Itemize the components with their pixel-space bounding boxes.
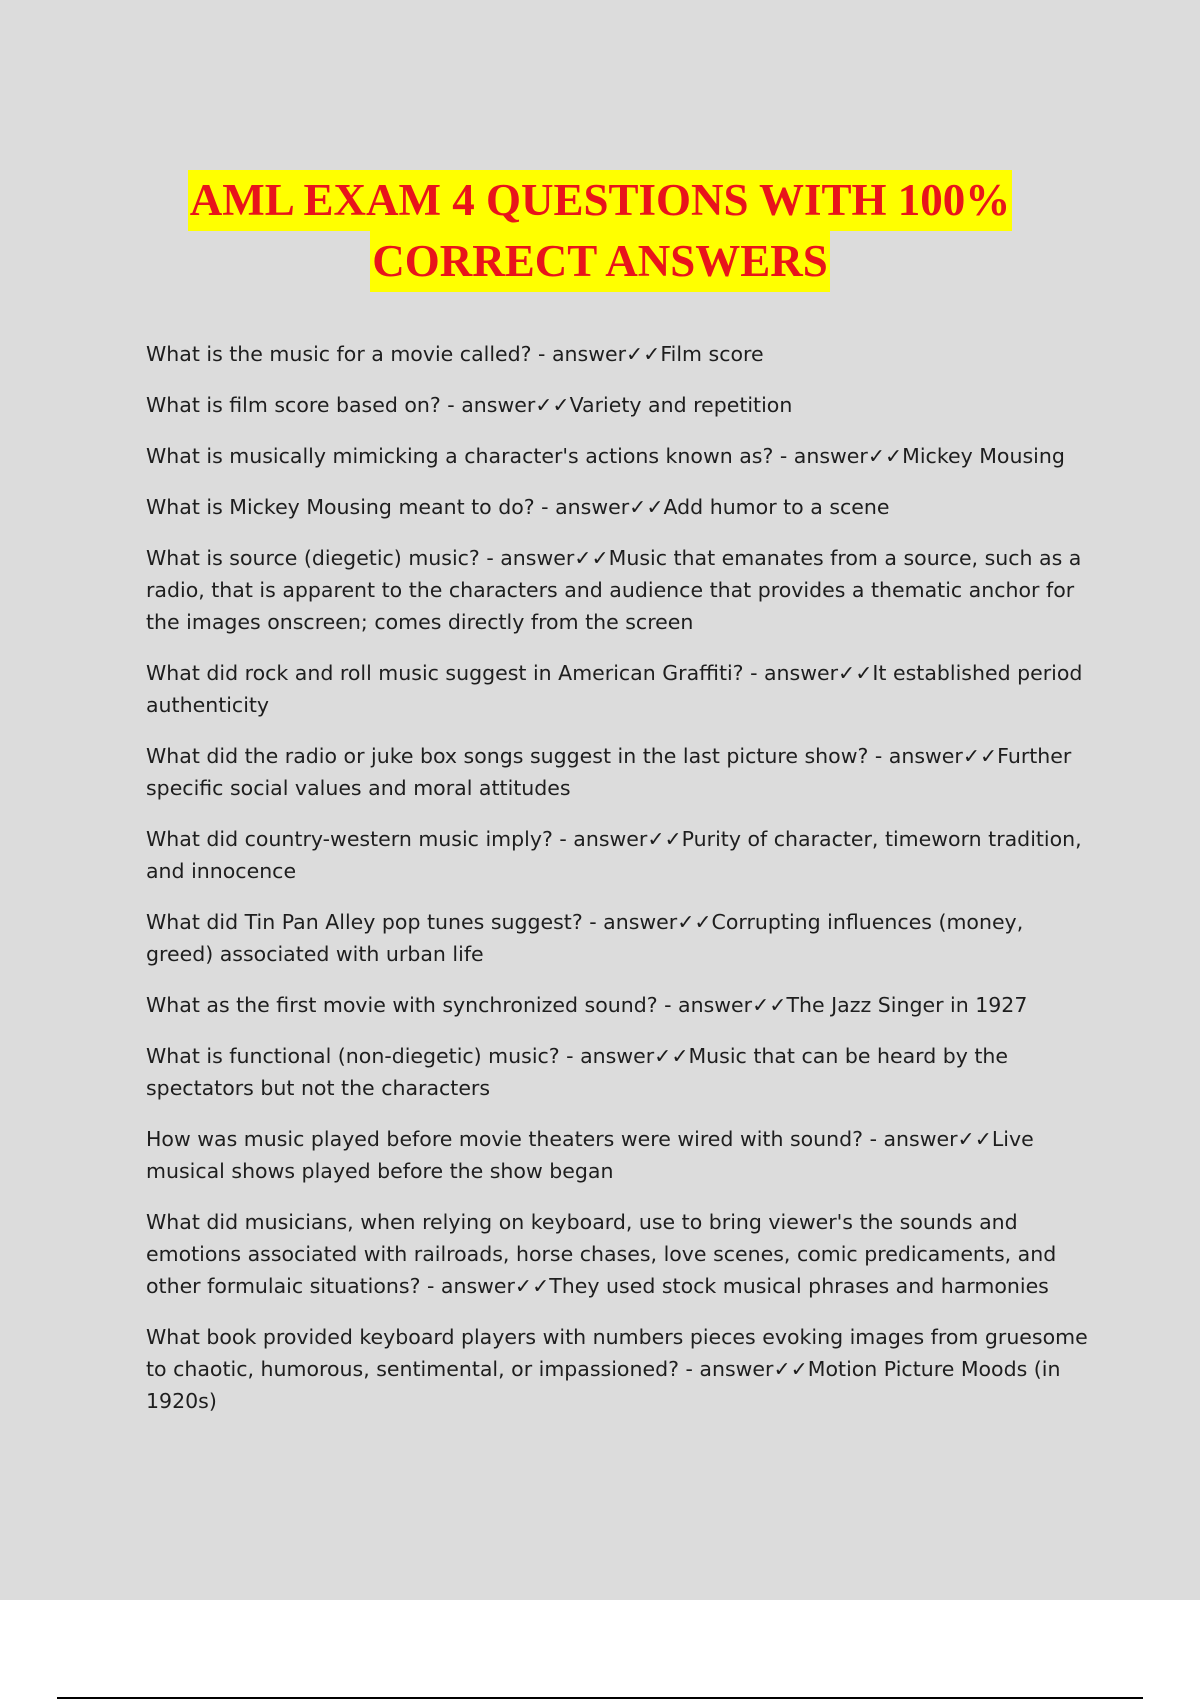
- qa-item: What is film score based on? - answer✓✓Variety and repetition: [146, 393, 793, 417]
- qa-item: What did the radio or juke box songs suggest in the last picture show? - answer✓✓Further specific social values and moral attitudes: [146, 744, 1072, 800]
- qa-item: What is source (diegetic) music? - answer✓✓Music that emanates from a source, such as a radio, that is apparent to the characters and audience that provides a thematic anchor for the images onscreen; comes directly from the screen: [146, 546, 1082, 634]
- qa-item: What did Tin Pan Alley pop tunes suggest? - answer✓✓Corrupting influences (money, greed) associated with urban life: [146, 910, 1024, 966]
- document-title: [0, 170, 1200, 292]
- qa-item: What is musically mimicking a character's actions known as? - answer✓✓Mickey Mousing: [146, 444, 1065, 468]
- qa-item: What did rock and roll music suggest in American Graffiti? - answer✓✓It established period authenticity: [146, 661, 1083, 717]
- qa-item: What as the first movie with synchronized sound? - answer✓✓The Jazz Singer in 1927: [146, 993, 1028, 1017]
- title-line-2: CORRECT ANSWERS: [370, 231, 830, 292]
- qa-item: What is Mickey Mousing meant to do? - answer✓✓Add humor to a scene: [146, 495, 890, 519]
- qa-item: What did musicians, when relying on keyboard, use to bring viewer's the sounds and emotions associated with railroads, horse chases, love scenes, comic predicaments, and other formulaic situations? - answer✓✓They used stock musical phrases and harmonies: [146, 1210, 1057, 1298]
- qa-item: What book provided keyboard players with numbers pieces evoking images from gruesome to chaotic, humorous, sentimental, or impassioned? - answer✓✓Motion Picture Moods (in 1920s): [146, 1325, 1088, 1413]
- qa-list: [146, 338, 1096, 1436]
- title-line-1: AML EXAM 4 QUESTIONS WITH 100%: [188, 170, 1013, 231]
- qa-item: How was music played before movie theaters were wired with sound? - answer✓✓Live musical shows played before the show began: [146, 1127, 1034, 1183]
- qa-item: What did country-western music imply? - answer✓✓Purity of character, timeworn tradition, and innocence: [146, 827, 1082, 883]
- qa-item: What is functional (non-diegetic) music? - answer✓✓Music that can be heard by the spectators but not the characters: [146, 1044, 1009, 1100]
- qa-item: What is the music for a movie called? - answer✓✓Film score: [146, 342, 764, 366]
- page-divider: [57, 1697, 1143, 1699]
